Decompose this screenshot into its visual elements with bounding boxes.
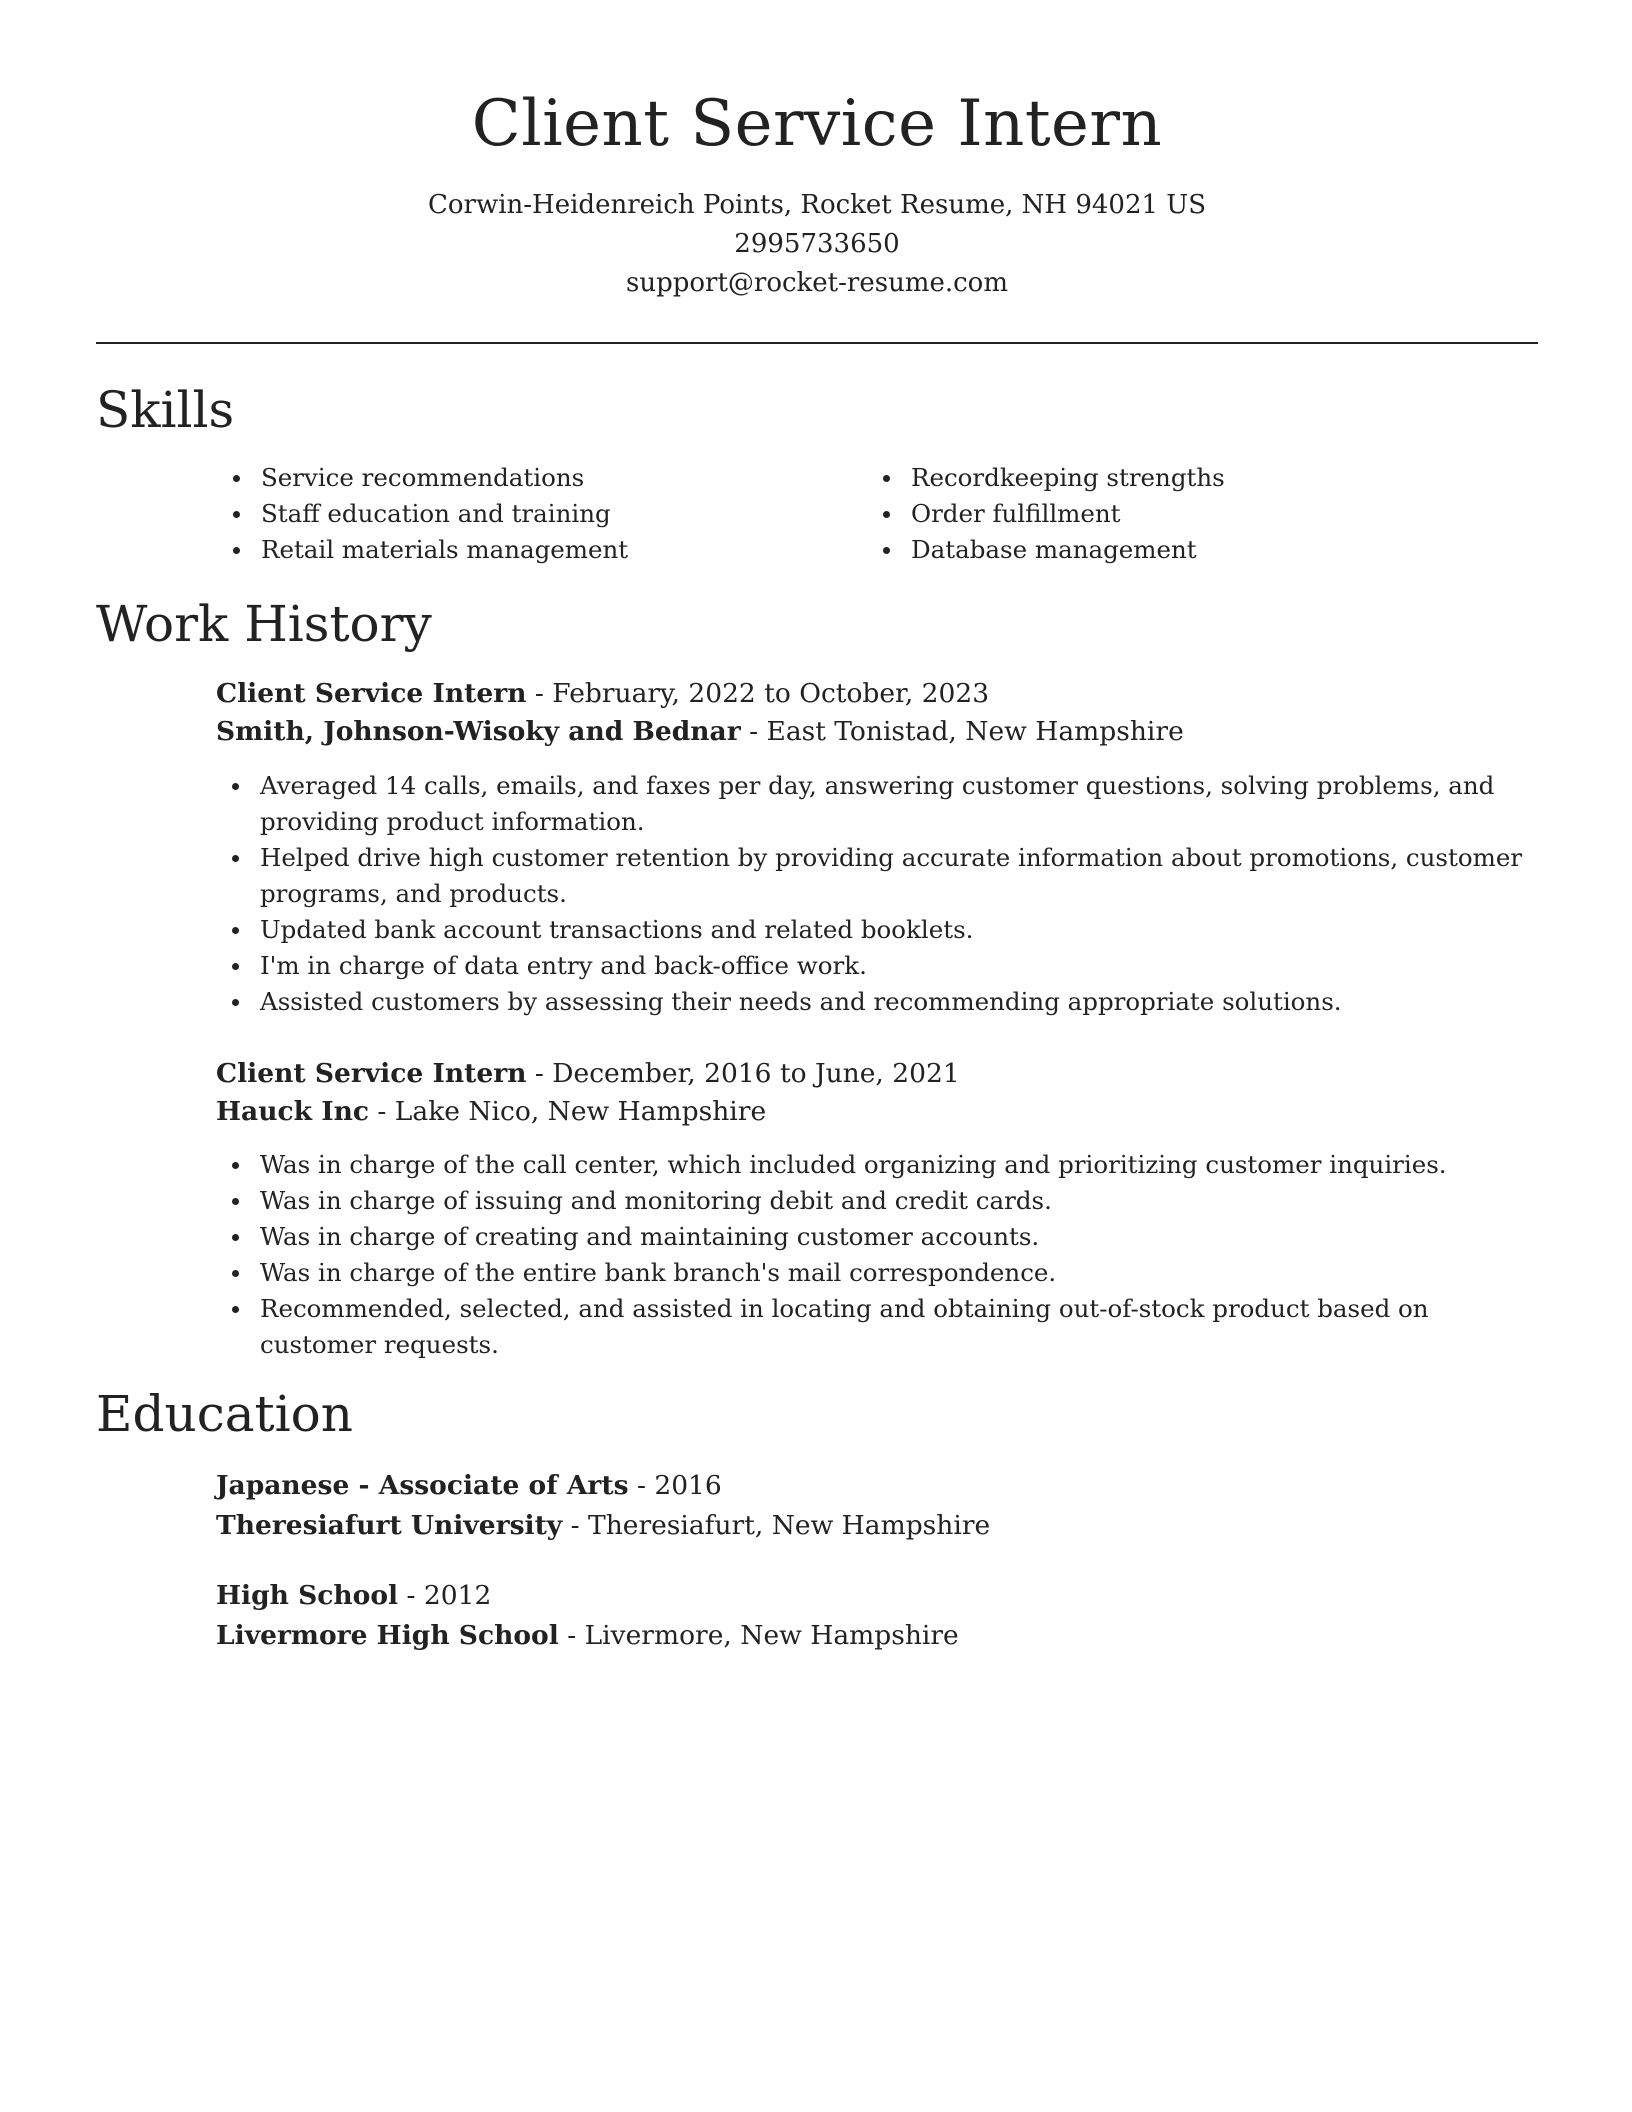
job-company-line <box>216 1093 1536 1131</box>
education-entry <box>216 1467 1536 1545</box>
contact-info <box>96 186 1538 303</box>
job-dates: - February, 2022 to October, 2023 <box>526 678 990 709</box>
job-company: Smith, Johnson-Wisoky and Bednar <box>216 716 741 747</box>
education-school: Theresiafurt University <box>216 1510 563 1541</box>
skills-list-left <box>261 460 628 568</box>
education-degree-line <box>216 1577 1536 1615</box>
job-responsibilities <box>260 768 1540 1020</box>
work-history-heading: Work History <box>96 595 432 653</box>
job-title-line <box>216 1055 1536 1093</box>
responsibility-item: Was in charge of creating and maintaining customer accounts. <box>260 1219 1540 1255</box>
contact-email: support@rocket-resume.com <box>625 268 1008 298</box>
education-school: Livermore High School <box>216 1620 559 1651</box>
education-year: - 2012 <box>398 1580 492 1611</box>
job-company: Hauck Inc <box>216 1096 369 1127</box>
responsibility-item: Averaged 14 calls, emails, and faxes per day, answering customer questions, solving problems, and providing product information. <box>260 768 1540 840</box>
education-year: - 2016 <box>628 1470 722 1501</box>
contact-address: Corwin-Heidenreich Points, Rocket Resume, NH 94021 US <box>427 190 1207 220</box>
resume-title: Client Service Intern <box>471 87 1163 161</box>
education-school-line <box>216 1617 1536 1655</box>
skill-item: Service recommendations <box>261 460 628 496</box>
responsibility-item: Was in charge of the entire bank branch's mail correspondence. <box>260 1255 1540 1291</box>
skill-item: Recordkeeping strengths <box>911 460 1225 496</box>
job-responsibilities <box>260 1147 1540 1363</box>
responsibility-item: Helped drive high customer retention by providing accurate information about promotions, customer programs, and products. <box>260 840 1540 912</box>
education-heading: Education <box>96 1385 353 1443</box>
responsibility-item: Was in charge of the call center, which included organizing and prioritizing customer inquiries. <box>260 1147 1540 1183</box>
contact-phone: 2995733650 <box>734 229 900 259</box>
skill-item: Order fulfillment <box>911 496 1225 532</box>
resume-header <box>96 82 1538 303</box>
job-title: Client Service Intern <box>216 678 527 709</box>
job-title-line <box>216 675 1536 713</box>
skill-item: Database management <box>911 532 1225 568</box>
education-location: - Livermore, New Hampshire <box>558 1620 959 1651</box>
responsibility-item: Assisted customers by assessing their needs and recommending appropriate solutions. <box>260 984 1540 1020</box>
responsibility-item: Updated bank account transactions and related booklets. <box>260 912 1540 948</box>
responsibility-item: I'm in charge of data entry and back-office work. <box>260 948 1540 984</box>
responsibility-item: Recommended, selected, and assisted in locating and obtaining out-of-stock product based on customer requests. <box>260 1291 1540 1363</box>
job-title: Client Service Intern <box>216 1058 527 1089</box>
education-degree: Japanese - Associate of Arts <box>216 1470 629 1501</box>
education-school-line <box>216 1507 1536 1545</box>
job-location: - Lake Nico, New Hampshire <box>369 1096 767 1127</box>
responsibility-item: Was in charge of issuing and monitoring debit and credit cards. <box>260 1183 1540 1219</box>
education-entry <box>216 1577 1536 1655</box>
skill-item: Staff education and training <box>261 496 628 532</box>
education-location: - Theresiafurt, New Hampshire <box>562 1510 991 1541</box>
job-company-line <box>216 713 1536 751</box>
skills-list-right <box>911 460 1225 568</box>
header-divider <box>96 342 1538 344</box>
job-entry <box>216 1055 1536 1131</box>
skill-item: Retail materials management <box>261 532 628 568</box>
education-degree-line <box>216 1467 1536 1505</box>
education-degree: High School <box>216 1580 399 1611</box>
job-entry <box>216 675 1536 751</box>
skills-heading: Skills <box>96 381 235 439</box>
job-dates: - December, 2016 to June, 2021 <box>526 1058 960 1089</box>
job-location: - East Tonistad, New Hampshire <box>740 716 1184 747</box>
